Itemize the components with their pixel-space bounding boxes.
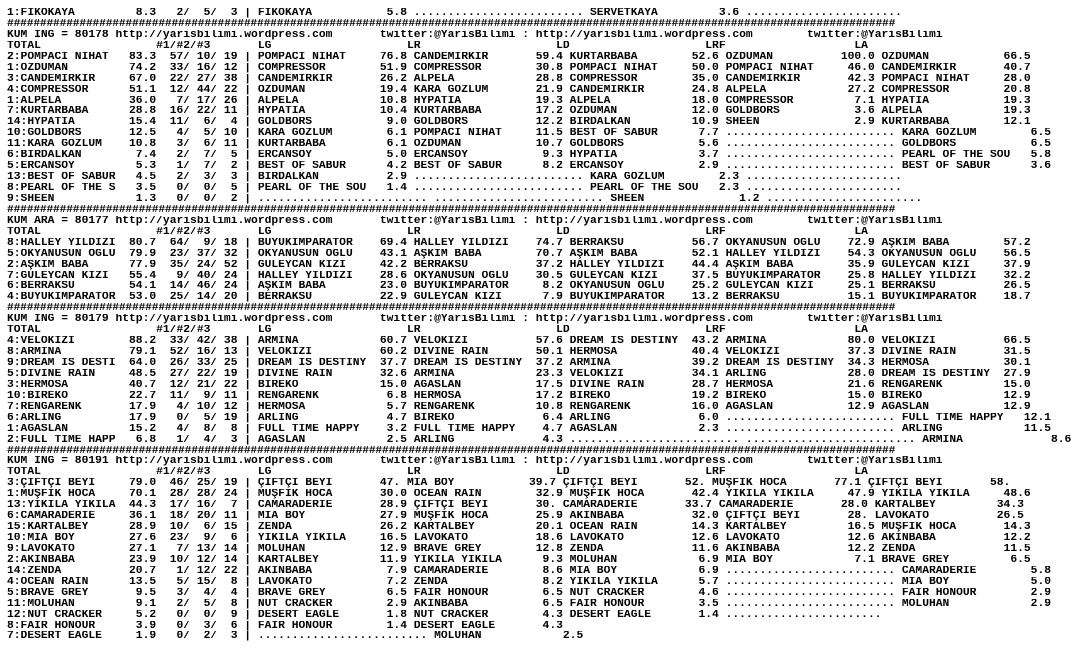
horse-row: 6:BİRDALKAN 7.4 2/ 7/ 5 | ERCANSOY 5.0 ERCANSOY 9.3 HYPATIA 3.7 ......................... PEARL OF THE SOU 5.8 (7, 150, 1052, 162)
horse-row: 15:KARTALBEY 28.9 10/ 6/ 15 | ZENDA 26.2 KARTALBEY 20.1 OCEAN RAIN 14.3 KARTALBEY 16.5 MÜŞFİK HOCA 14.3 (7, 522, 1031, 533)
race-header-line: KUM ING = 80191 http://yarisbilimi.wordpress.com twitter:@YarisBilimi : http://yarisbilimi.wordpress.com twitter:@YarisBilimi (7, 456, 943, 468)
horse-row: 4:VELOKIZI 88.2 33/ 42/ 38 | ARMINA 60.7 VELOKIZI 57.6 DREAM IS DESTINY 43.2 ARMINA 80.0 VELOKIZI 66.5 (7, 336, 1031, 348)
horse-row: 9:DREAM IS DESTI 64.0 26/ 33/ 25 | DREAM IS DESTINY 37.7 DREAM IS DESTINY 37.2 ARMINA 39.2 DREAM IS DESTINY 34.3 HERMOSA 30.1 (7, 358, 1031, 369)
horse-row: 11:KARA GÖZLÜM 10.8 3/ 6/ 11 | KURTARBABA 6.1 ÖZDUMAN 10.7 GOLDBORS 5.6 ......................... GOLDBORS 6.5 (7, 139, 1052, 151)
horse-row: 4:COMPRESSOR 51.1 12/ 44/ 22 | ÖZDUMAN 19.4 KARA GÖZLÜM 21.9 CANDEMİRKIR 24.8 ALPELA 27.2 COMPRESSOR 20.8 (7, 84, 1031, 96)
horse-row: 10:GOLDBORS 12.5 4/ 5/ 10 | KARA GÖZLÜM 6.1 POMPACI NİHAT 11.5 BEST OF SABUR 7.7 ......................... KARA GÖZLÜM 6.5 (7, 128, 1052, 140)
horse-row: 2:AKINBABA 23.9 10/ 12/ 14 | KARTALBEY 11.9 YIKILA YIKILA 9.3 MOLUHAN 6.9 MIA BOY 7.1 BRAVE GREY 6.5 (7, 554, 1031, 566)
horse-row: 2:POMPACI NİHAT 83.3 57/ 10/ 19 | POMPACI NİHAT 76.8 CANDEMİRKIR 59.4 KURTARBABA 52.6 ÖZDUMAN 100.0 ÖZDUMAN 66.5 (7, 51, 1031, 63)
horse-row: 2:FULL TIME HAPP 6.8 1/ 4/ 3 | AĞASLAN 2.5 ARLING 4.3 ......................... ......................... ARMINA 8.6 (7, 434, 1072, 446)
race-header-line: KUM ING = 80179 http://yarisbilimi.wordpress.com twitter:@YarisBilimi : http://yarisbilimi.wordpress.com twitter:@YarisBilimi (7, 314, 943, 326)
horse-row: 8:ARMINA 79.1 52/ 16/ 13 | VELOKIZI 60.2 DIVINE RAIN 50.1 HERMOSA 40.4 VELOKIZI 37.3 DIVINE RAIN 31.5 (7, 347, 1031, 358)
results-sheet (7, 8, 1073, 656)
horse-row: 12:NUT CRACKER 5.2 0/ 0/ 9 | DESERT EAGLE 1.8 NUT CRACKER 4.3 DESERT EAGLE 1.4 ....................... (7, 609, 882, 621)
horse-row: 8:FAIR HONOUR 3.9 0/ 3/ 6 | FAIR HONOUR 1.4 DESERT EAGLE 4.3 (7, 620, 563, 632)
horse-row: 10:MIA BOY 27.6 23/ 9/ 6 | YIKILA YIKILA 16.5 LAVOKATO 18.6 LAVOKATO 12.6 LAVOKATO 12.6 AKINBABA 12.2 (7, 533, 1031, 544)
horse-row: 3:HERMOSA 40.7 12/ 21/ 22 | BİREKO 15.0 AĞASLAN 17.5 DIVINE RAIN 28.7 HERMOSA 21.6 RENGARENK 15.0 (7, 379, 1031, 391)
horse-row: 8:PEARL OF THE S 3.5 0/ 0/ 5 | PEARL OF THE SOU 1.4 ......................... PEARL OF THE SOU 2.3 ....................... (7, 183, 902, 194)
horse-row: 5:BRAVE GREY 9.5 3/ 4/ 4 | BRAVE GREY 6.5 FAIR HONOUR 6.5 NUT CRACKER 4.6 ......................... FAIR HONOUR 2.9 (7, 587, 1052, 599)
horse-row: 4:BÜYÜKİMPARATOR 53.0 25/ 14/ 20 | BERRAKSU 22.9 GÜLEYCAN KIZI 7.9 BÜYÜKİMPARATOR 13.2 BERRAKSU 15.1 BÜYÜKİMPARATOR 18.7 (7, 292, 1031, 304)
column-header-line: TOTAL #1/#2/#3 LG LR LD LRF LA (7, 325, 868, 337)
horse-row: 5:ERCANSOY 5.3 1/ 7/ 2 | BEST OF SABUR 4.2 BEST OF SABUR 8.2 ERCANSOY 2.9 ......................... BEST OF SABUR 3.6 (7, 161, 1052, 173)
horse-row: 9:SHEEN 1.3 0/ 0/ 2 | ......................... ......................... SHEEN 1.2 ....................... (7, 193, 923, 205)
column-header-line: TOTAL #1/#2/#3 LG LR LD LRF LA (7, 40, 868, 52)
horse-row: 6:ARLING 17.9 0/ 5/ 19 | ARLING 4.7 BİREKO 6.4 ARLING 6.0 ......................... FULL TIME HAPPY 12.1 (7, 412, 1052, 424)
separator-line: ####################################################################################################################################### (7, 204, 896, 216)
horse-row: 3:CANDEMİRKIR 67.0 22/ 27/ 38 | CANDEMİRKIR 26.2 ALPELA 28.8 COMPRESSOR 35.0 CANDEMİRKIR 42.3 POMPACI NİHAT 28.0 (7, 73, 1031, 85)
horse-row: 5:DIVINE RAIN 48.5 27/ 22/ 19 | DIVINE RAIN 32.6 ARMINA 23.3 VELOKIZI 34.1 ARLING 28.0 DREAM IS DESTINY 27.9 (7, 368, 1031, 380)
horse-row: 7:DESERT EAGLE 1.9 0/ 2/ 3 | ......................... MOLUHAN 2.5 (7, 631, 584, 643)
column-header-line: TOTAL #1/#2/#3 LG LR LD LRF LA (7, 226, 868, 238)
horse-row: 1:FIKOKAYA 8.3 2/ 5/ 3 | FIKOKAYA 5.8 ......................... SERVETKAYA 3.6 ....................... (7, 8, 902, 19)
separator-line: ####################################################################################################################################### (7, 18, 896, 30)
horse-row: 4:OCEAN RAIN 13.5 5/ 15/ 8 | LAVOKATO 7.2 ZENDA 8.2 YIKILA YIKILA 5.7 ......................... MIA BOY 5.0 (7, 576, 1052, 588)
horse-row: 7:RENGARENK 17.9 4/ 10/ 12 | HERMOSA 5.7 RENGARENK 10.8 RENGARENK 16.0 AĞASLAN 12.9 AĞASLAN 12.9 (7, 401, 1031, 413)
horse-row: 14:ZENDA 20.7 1/ 12/ 22 | AKINBABA 7.9 CAMARADERIE 8.6 MIA BOY 6.9 ......................... CAMARADERIE 5.8 (7, 565, 1052, 577)
race-header-line: KUM ARA = 80177 http://yarisbilimi.wordpress.com twitter:@YarisBilimi : http://yarisbilimi.wordpress.com twitter:@YarisBilimi (7, 215, 943, 227)
column-header-line: TOTAL #1/#2/#3 LG LR LD LRF LA (7, 467, 868, 479)
horse-row: 1:ÖZDUMAN 74.2 33/ 16/ 12 | COMPRESSOR 51.9 COMPRESSOR 30.8 POMPACI NİHAT 50.0 POMPACI NİHAT 46.0 CANDEMİRKIR 40.7 (7, 62, 1031, 74)
horse-row: 7:GÜLEYCAN KIZI 55.4 9/ 40/ 24 | HALLEY YILDIZI 28.6 OKYANUSUN OĞLU 30.5 GÜLEYCAN KIZI 37.5 BÜYÜKİMPARATOR 25.8 HALLEY YILDIZI 32.2 (7, 270, 1031, 282)
race-header-line: KUM ING = 80178 http://yarisbilimi.wordpress.com twitter:@YarisBilimi : http://yarisbilimi.wordpress.com twitter:@YarisBilimi (7, 29, 943, 41)
horse-row: 11:MOLUHAN 9.1 2/ 5/ 8 | NUT CRACKER 2.9 AKINBABA 6.5 FAIR HONOUR 3.5 ......................... MOLUHAN 2.9 (7, 598, 1052, 610)
horse-row: 14:HYPATIA 15.4 11/ 6/ 4 | GOLDBORS 9.0 GOLDBORS 12.2 BİRDALKAN 10.9 SHEEN 2.9 KURTARBABA 12.1 (7, 117, 1031, 129)
horse-row: 1:AĞASLAN 15.2 4/ 8/ 8 | FULL TIME HAPPY 3.2 FULL TIME HAPPY 4.7 AĞASLAN 2.3 ......................... ARLING 11.5 (7, 423, 1052, 435)
horse-row: 8:HALLEY YILDIZI 80.7 64/ 9/ 18 | BÜYÜKİMPARATOR 69.4 HALLEY YILDIZI 74.7 BERRAKSU 56.7 OKYANUSUN OĞLU 72.9 AŞKIM BABA 57.2 (7, 237, 1031, 249)
separator-line: ####################################################################################################################################### (7, 445, 896, 457)
horse-row: 1:MÜŞFİK HOCA 70.1 28/ 28/ 24 | MÜŞFİK HOCA 30.0 OCEAN RAIN 32.9 MÜŞFİK HOCA 42.4 YIKILA YIKILA 47.9 YIKILA YIKILA 48.6 (7, 489, 1031, 501)
horse-row: 10:BİREKO 22.7 11/ 9/ 11 | RENGARENK 6.8 HERMOSA 17.2 BİREKO 19.2 BİREKO 15.0 BİREKO 12.9 (7, 390, 1031, 402)
horse-row: 13:YIKILA YIKILA 44.3 17/ 16/ 7 | CAMARADERIE 28.9 ÇİFTÇİ BEYİ 30. CAMARADERIE 33.7 CAMARADERIE 28.0 KARTALBEY 34.3 (7, 500, 1024, 512)
horse-row: 5:OKYANUSUN OĞLU 79.9 23/ 37/ 32 | OKYANUSUN OĞLU 43.1 AŞKIM BABA 70.7 AŞKIM BABA 52.1 HALLEY YILDIZI 54.3 OKYANUSUN OĞLU 56.5 (7, 248, 1031, 260)
horse-row: 1:ALPELA 36.0 7/ 17/ 26 | ALPELA 10.8 HYPATIA 19.3 ALPELA 18.0 COMPRESSOR 7.1 HYPATIA 19.3 (7, 95, 1031, 107)
separator-line: ####################################################################################################################################### (7, 303, 896, 315)
horse-row: 6:BERRAKSU 54.1 14/ 46/ 24 | AŞKIM BABA 23.0 BÜYÜKİMPARATOR 8.2 OKYANUSUN OĞLU 25.2 GÜLEYCAN KIZI 25.1 BERRAKSU 26.5 (7, 281, 1031, 293)
horse-row: 9:LAVOKATO 27.1 7/ 13/ 14 | MOLUHAN 12.9 BRAVE GREY 12.8 ZENDA 11.6 AKINBABA 12.2 ZENDA 11.5 (7, 543, 1031, 555)
horse-row: 7:KURTARBABA 28.8 16/ 22/ 11 | HYPATIA 10.4 KURTARBABA 17.2 ÖZDUMAN 12.0 GOLDBORS 3.6 ALPELA 19.3 (7, 106, 1031, 118)
horse-row: 2:AŞKIM BABA 77.9 35/ 24/ 52 | GÜLEYCAN KIZI 42.2 BERRAKSU 37.2 HALLEY YILDIZI 44.4 AŞKIM BABA 35.9 GÜLEYCAN KIZI 37.9 (7, 259, 1031, 271)
horse-row: 6:CAMARADERIE 36.1 18/ 20/ 11 | MIA BOY 27.9 MÜŞFİK HOCA 25.9 AKINBABA 32.0 ÇİFTÇİ BEYİ 28. LAVOKATO 26.5 (7, 511, 1024, 523)
horse-row: 3:ÇİFTÇİ BEYİ 79.0 46/ 25/ 19 | ÇİFTÇİ BEYİ 47. MIA BOY 39.7 ÇİFTÇİ BEYİ 52. MÜŞFİK HOCA 77.1 ÇİFTÇİ BEYİ 58. (7, 478, 1011, 490)
horse-row: 13:BEST OF SABUR 4.5 2/ 3/ 3 | BİRDALKAN 2.9 ......................... KARA GÖZLÜM 2.3 ....................... (7, 172, 902, 183)
